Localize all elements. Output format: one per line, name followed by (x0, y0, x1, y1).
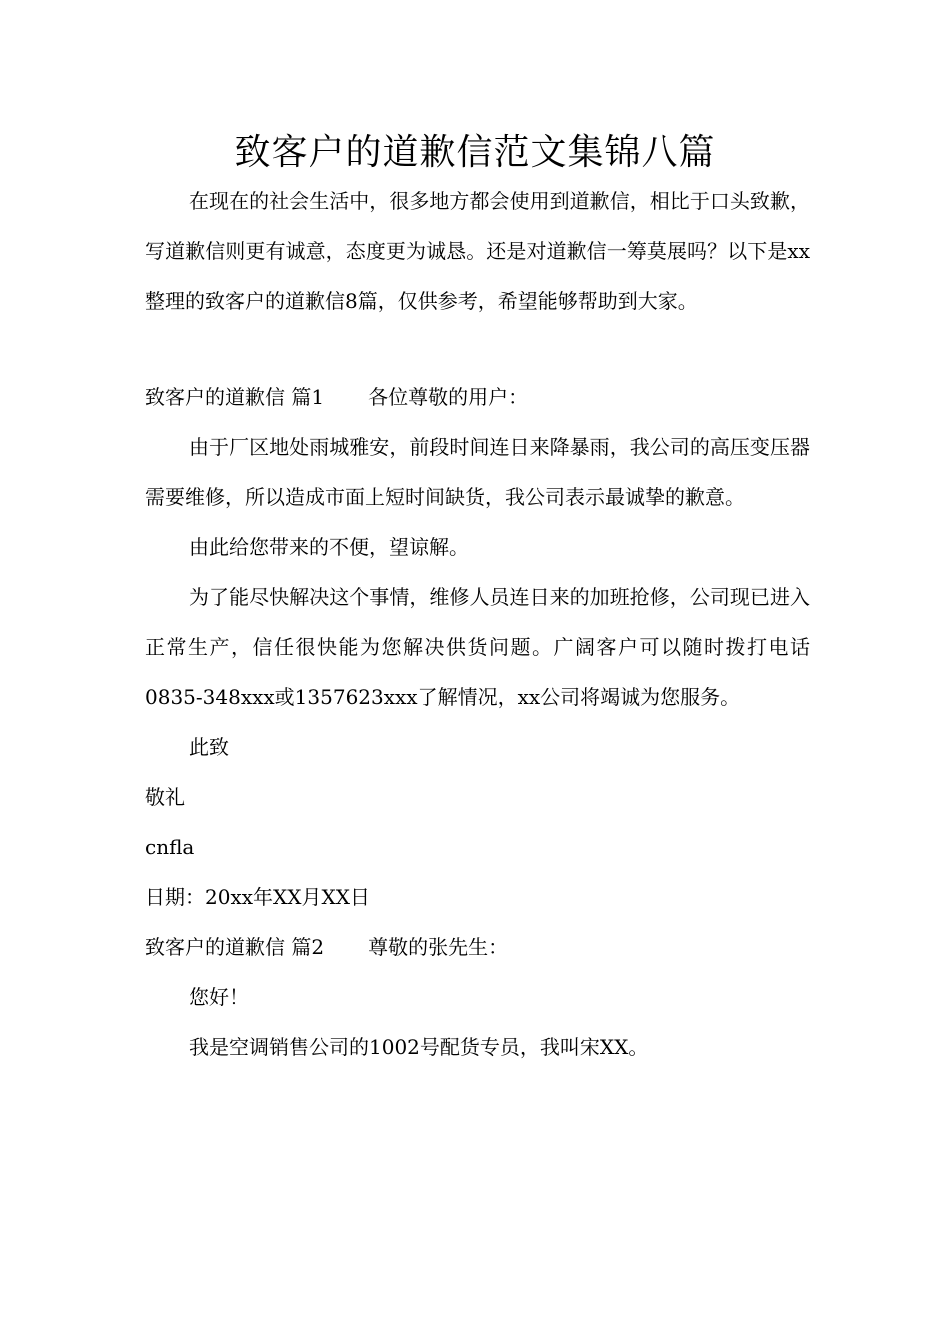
paragraph-spacer (145, 326, 810, 372)
intro-paragraph: 在现在的社会生活中，很多地方都会使用到道歉信，相比于口头致歉，写道歉信则更有诚意，态度更为诚恳。还是对道歉信一筹莫展吗？以下是xx整理的致客户的道歉信8篇，仅供参考，希望能够帮助到大家。 (145, 189, 810, 313)
letter-2-salutation: 尊敬的张先生： (368, 935, 509, 959)
letter-1-salutation: 各位尊敬的用户： (368, 385, 529, 409)
letter-1-closing-2: 敬礼 (145, 785, 185, 809)
letter-1-paragraph-3: 为了能尽快解决这个事情，维修人员连日来的加班抢修，公司现已进入正常生产，信任很快能为您解决供货问题。广阔客户可以随时拨打电话0835-348xxx或1357623xxx了解情况，xx公司将竭诚为您服务。 (145, 585, 810, 709)
letter-1-date: 日期：20xx年XX月XX日 (145, 885, 370, 909)
letter-2-heading: 致客户的道歉信 篇2 (145, 935, 325, 959)
letter-2-paragraph-1: 我是空调销售公司的1002号配货专员，我叫宋XX。 (189, 1035, 649, 1059)
letter-2-heading-line (145, 922, 810, 972)
letter-1-closing-1: 此致 (189, 735, 229, 759)
letter-1-signature: cnfla (145, 835, 195, 859)
letter-1-paragraph-2: 由此给您带来的不便，望谅解。 (189, 535, 469, 559)
letter-2-greeting: 您好！ (189, 985, 249, 1009)
letter-1-heading-line (145, 372, 810, 422)
letter-1-paragraph-1: 由于厂区地处雨城雅安，前段时间连日来降暴雨，我公司的高压变压器需要维修，所以造成市面上短时间缺货，我公司表示最诚挚的歉意。 (145, 435, 810, 509)
document-body (145, 176, 810, 1072)
document-title: 致客户的道歉信范文集锦八篇 (234, 132, 716, 173)
letter-1-heading: 致客户的道歉信 篇1 (145, 385, 325, 409)
